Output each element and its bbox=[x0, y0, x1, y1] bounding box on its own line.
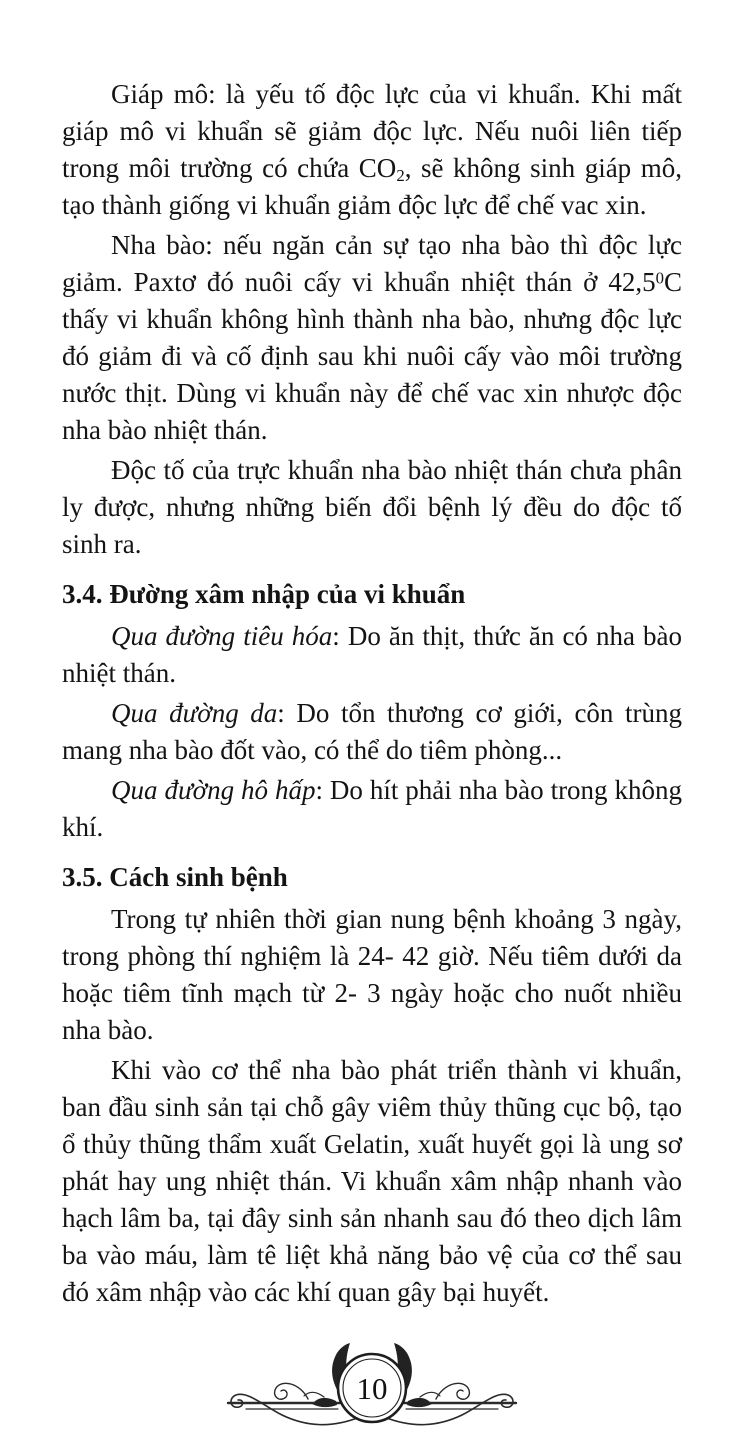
paragraph-nung-benh: Trong tự nhiên thời gian nung bệnh khoảng 3 ngày, trong phòng thí nghiệm là 24- 42 giờ. Nếu tiêm dưới da hoặc tiêm tĩnh mạch từ 2- 3 ngày hoặc cho nuốt nhiều nha bào. bbox=[62, 904, 682, 1045]
paragraph-text: , sẽ không sinh giáp mô, tạo thành giống vi khuẩn giảm độc lực để chế vac xin. bbox=[62, 153, 682, 220]
paragraph-duong-da bbox=[62, 695, 682, 769]
flourish-divider-icon bbox=[212, 1333, 532, 1445]
italic-lead: Qua đường tiêu hóa bbox=[111, 621, 333, 651]
paragraph-sinh-benh: Khi vào cơ thể nha bào phát triển thành vi khuẩn, ban đầu sinh sản tại chỗ gây viêm thủy thũng cục bộ, tạo ổ thủy thũng thẩm xuất Gelatin, xuất huyết gọi là ung sơ phát hay ung nhiệt thán. Vi khuẩn xâm nhập nhanh vào hạch lâm ba, tại đây sinh sản nhanh sau đó theo dịch lâm ba vào máu, làm tê liệt khả năng bảo vệ của cơ thể sau đó xâm nhập vào các khí quan gây bại huyết. bbox=[62, 1055, 682, 1307]
paragraph-duong-tieu-hoa bbox=[62, 618, 682, 692]
paragraph-text: Giáp mô: là yếu tố độc lực của vi khuẩn. Khi mất giáp mô vi khuẩn sẽ giảm độc lực. Nếu nuôi liên tiếp trong môi trường có chứa CO bbox=[62, 79, 682, 183]
paragraph-giap-mo bbox=[62, 76, 682, 224]
page-number: 10 bbox=[356, 1371, 388, 1406]
section-heading-3-4: 3.4. Đường xâm nhập của vi khuẩn bbox=[62, 579, 466, 609]
paragraph-nha-bao bbox=[62, 227, 682, 449]
section-heading-3-5: 3.5. Cách sinh bệnh bbox=[62, 862, 288, 892]
degree-superscript: 0 bbox=[655, 268, 664, 288]
page-footer-ornament bbox=[62, 1333, 682, 1445]
italic-lead: Qua đường da bbox=[111, 698, 278, 728]
paragraph-text: C thấy vi khuẩn không hình thành nha bào, nhưng độc lực đó giảm đi và cố định sau khi nuôi cấy vào môi trường nước thịt. Dùng vi khuẩn này để chế vac xin nhược độc nha bào nhiệt thán. bbox=[62, 267, 682, 445]
paragraph-text: Nha bào: nếu ngăn cản sự tạo nha bào thì độc lực giảm. Paxtơ đó nuôi cấy vi khuẩn nhiệt thán ở 42,5 bbox=[62, 230, 682, 297]
paragraph-text: : Do ăn thịt, thức ăn có nha bào nhiệt thán. bbox=[62, 621, 682, 688]
paragraph-text: : Do hít phải nha bào trong không khí. bbox=[62, 775, 683, 842]
italic-lead: Qua đường hô hấp bbox=[111, 775, 316, 805]
paragraph-duong-ho-hap bbox=[62, 772, 682, 846]
paragraph-doc-to: Độc tố của trực khuẩn nha bào nhiệt thán chưa phân ly được, nhưng những biến đổi bệnh lý đều do độc tố sinh ra. bbox=[62, 455, 682, 559]
paragraph-text: : Do tổn thương cơ giới, côn trùng mang nha bào đốt vào, có thể do tiêm phòng... bbox=[62, 698, 683, 765]
co2-subscript: 2 bbox=[396, 166, 405, 186]
